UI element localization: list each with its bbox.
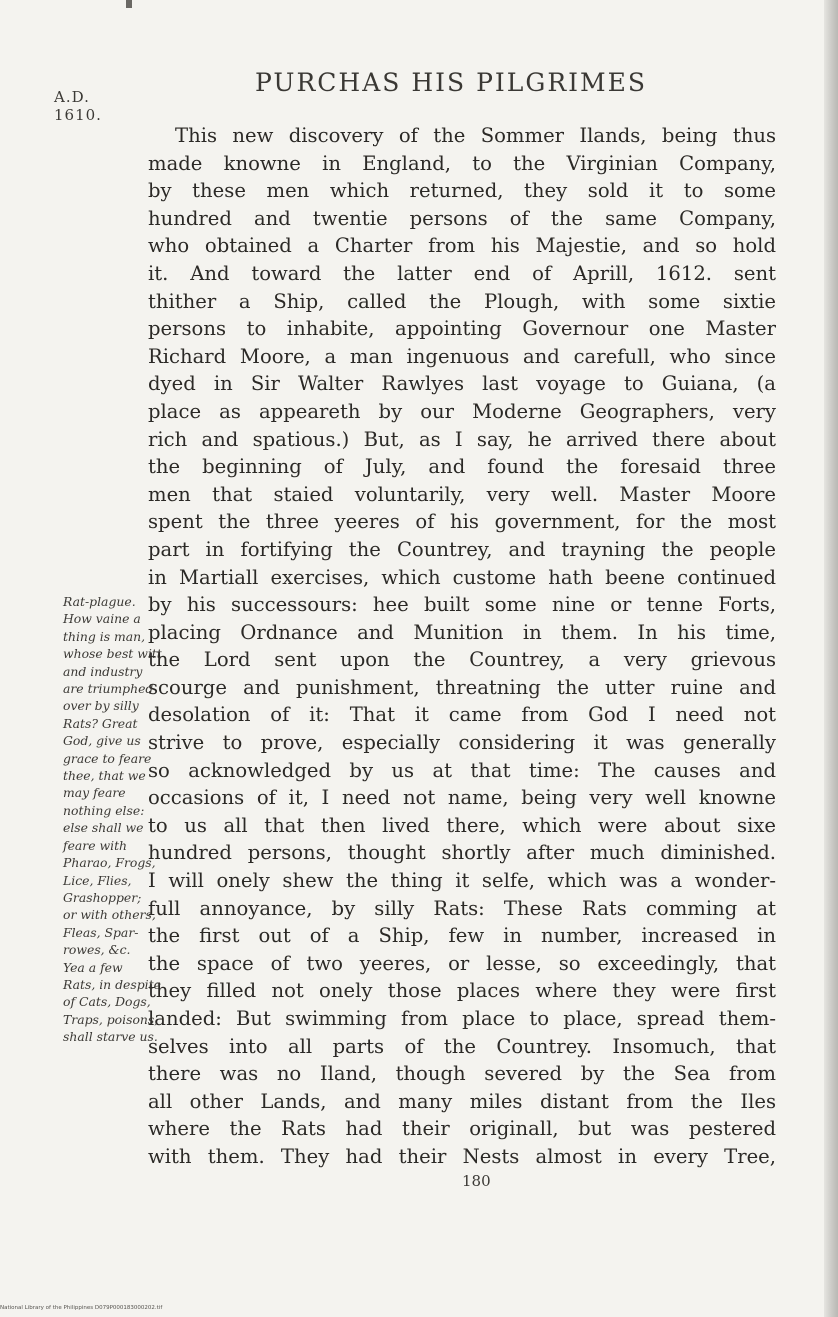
sidenote-line: are triumphed xyxy=(63,681,154,697)
sidenote-line: God, give us xyxy=(63,733,141,749)
body-line: place as appeareth by our Moderne Geographers, very xyxy=(148,399,776,423)
body-line: scourge and punishment, threatning the utter ruine and xyxy=(148,675,776,699)
sidenote-line: Rats? Great xyxy=(63,715,138,731)
body-line: strive to prove, especially considering it was generally xyxy=(148,731,776,755)
body-text xyxy=(148,122,776,1171)
body-line: by his successours: hee built some nine or tenne Forts, xyxy=(148,593,776,617)
page-edge-shadow xyxy=(824,0,838,1317)
body-line: I will onely shew the thing it selfe, which was a wonder- xyxy=(148,869,776,893)
body-line: with them. They had their Nests almost in every Tree, xyxy=(148,1144,776,1168)
body-line: where the Rats had their originall, but was pestered xyxy=(148,1117,776,1141)
body-line: the first out of a Ship, few in number, increased in xyxy=(148,924,776,948)
sidenote-line: else shall we xyxy=(63,820,144,836)
sidenote-line: rowes, &c. xyxy=(63,942,131,958)
body-line: thither a Ship, called the Plough, with some sixtie xyxy=(148,289,776,313)
sidenote-line: and industry xyxy=(63,663,143,679)
sidenote-line: over by silly xyxy=(63,698,139,714)
body-line: persons to inhabite, appointing Governour one Master xyxy=(148,317,776,341)
sidenote-line: Grashopper; xyxy=(63,889,142,905)
body-line: selves into all parts of the Countrey. Insomuch, that xyxy=(148,1034,776,1058)
sidenote-line: Rats, in despite xyxy=(63,976,161,992)
body-line: all other Lands, and many miles distant from the Iles xyxy=(148,1089,776,1113)
sidenote-line: grace to feare xyxy=(63,750,152,766)
body-line: placing Ordnance and Munition in them. In his time, xyxy=(148,620,776,644)
body-line: occasions of it, I need not name, being very well knowne xyxy=(148,786,776,810)
margin-year: 1610. xyxy=(54,106,102,124)
body-line: landed: But swimming from place to place, spread them- xyxy=(148,1007,776,1030)
body-line: the beginning of July, and found the foresaid three xyxy=(148,455,776,479)
binding-mark xyxy=(126,0,132,8)
body-line: hundred persons, thought shortly after much diminished. xyxy=(148,841,776,865)
body-line: there was no Iland, though severed by the Sea from xyxy=(148,1062,776,1086)
body-line: the space of two yeeres, or lesse, so exceedingly, that xyxy=(148,951,776,975)
running-head: PURCHAS HIS PILGRIMES xyxy=(255,68,648,97)
body-line: part in fortifying the Countrey, and trayning the people xyxy=(148,537,776,561)
body-line: it. And toward the latter end of Aprill, 1612. sent xyxy=(148,261,776,285)
sidenote-line: thing is man, xyxy=(63,628,146,644)
body-line: This new discovery of the Sommer Ilands, being thus xyxy=(175,124,776,147)
body-line: Richard Moore, a man ingenuous and carefull, who since xyxy=(148,344,776,368)
margin-year-note xyxy=(54,88,102,124)
body-line: made knowne in England, to the Virginian Company, xyxy=(148,151,776,175)
body-line: to us all that then lived there, which were about sixe xyxy=(148,813,776,837)
body-line: full annoyance, by silly Rats: These Rats comming at xyxy=(148,896,776,920)
body-line: men that staied voluntarily, very well. Master Moore xyxy=(148,482,776,506)
sidenote-line: thee, that we xyxy=(63,768,146,784)
body-line: spent the three yeeres of his government, for the most xyxy=(148,510,776,534)
sidenote-line: Rat-plague. xyxy=(63,594,136,609)
sidenote-line: of Cats, Dogs, xyxy=(63,994,151,1010)
body-line: dyed in Sir Walter Rawlyes last voyage to Guiana, (a xyxy=(148,372,776,396)
sidenote-line: How vaine a xyxy=(63,611,141,627)
marginal-sidenote xyxy=(63,593,162,1046)
sidenote-line: Fleas, Spar- xyxy=(63,924,139,940)
sidenote-line: Yea a few xyxy=(63,959,123,975)
margin-era: A.D. xyxy=(54,88,90,106)
body-line: they filled not onely those places where they were first xyxy=(148,979,776,1003)
sidenote-line: Lice, Flies, xyxy=(63,872,132,888)
body-line: desolation of it: That it came from God I need not xyxy=(148,703,776,727)
sidenote-line: Pharao, Frogs, xyxy=(63,855,156,871)
scan-credit: National Library of the Philippines D079P000183000202.tif xyxy=(0,1305,163,1311)
sidenote-line: Traps, poisons, xyxy=(63,1011,159,1027)
body-line: by these men which returned, they sold it to some xyxy=(148,179,776,203)
sidenote-line: or with others, xyxy=(63,907,156,923)
body-line: rich and spatious.) But, as I say, he arrived there about xyxy=(148,427,776,451)
sidenote-line: shall starve us. xyxy=(63,1029,158,1045)
sidenote-line: may feare xyxy=(63,785,126,801)
sidenote-line: feare with xyxy=(63,837,128,853)
body-line: in Martiall exercises, which custome hath beene continued xyxy=(148,565,776,589)
body-line: hundred and twentie persons of the same Company, xyxy=(148,206,776,230)
body-line: who obtained a Charter from his Majestie, and so hold xyxy=(148,234,776,258)
sidenote-line: nothing else: xyxy=(63,802,145,818)
sidenote-line: whose best witt xyxy=(63,646,162,662)
page-number: 180 xyxy=(462,1172,491,1190)
body-line: so acknowledged by us at that time: The causes and xyxy=(148,758,776,782)
body-line: the Lord sent upon the Countrey, a very grievous xyxy=(148,648,776,672)
